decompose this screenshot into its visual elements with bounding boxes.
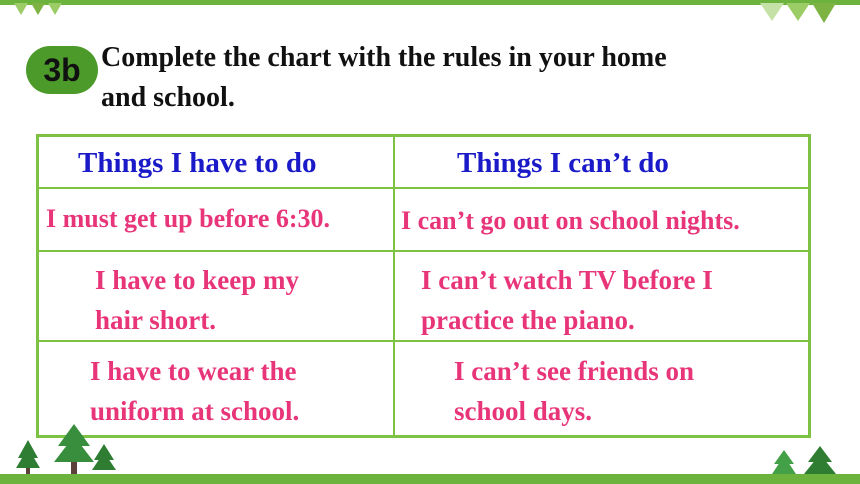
cell-line: I can’t go out on school nights. xyxy=(401,206,740,235)
row-divider xyxy=(39,187,808,189)
cell-line: hair short. xyxy=(95,305,217,335)
cell-cant-row-2 xyxy=(421,260,713,340)
instruction-text xyxy=(101,38,801,118)
cell-line: I must get up before 6:30. xyxy=(46,204,331,233)
cell-line: practice the piano. xyxy=(421,305,635,335)
instruction-line-1: Complete the chart with the rules in your home xyxy=(101,42,667,73)
cell-have-to-row-1 xyxy=(46,199,330,239)
row-divider xyxy=(39,340,808,342)
top-border xyxy=(0,0,860,5)
cell-line: I have to wear the xyxy=(90,356,297,386)
header-have-to-do: Things I have to do xyxy=(78,147,317,179)
bottom-border xyxy=(0,474,860,484)
exercise-badge xyxy=(26,46,98,94)
pine-tree-icon xyxy=(16,424,116,476)
badge-label: 3b xyxy=(43,51,81,88)
cell-have-to-row-2 xyxy=(95,260,299,340)
cell-line: uniform at school. xyxy=(90,396,300,426)
cell-cant-row-1 xyxy=(401,201,740,241)
cell-have-to-row-3 xyxy=(90,351,299,431)
cell-line: school days. xyxy=(454,396,593,426)
triangle-bunting-icon xyxy=(760,3,840,25)
cell-line: I have to keep my xyxy=(95,265,299,295)
pine-tree-icon xyxy=(770,446,840,476)
rules-chart xyxy=(36,134,811,438)
cell-line: I can’t see friends on xyxy=(454,356,694,386)
cell-cant-row-3 xyxy=(454,351,694,431)
header-cant-do: Things I can’t do xyxy=(457,147,669,179)
cell-line: I can’t watch TV before I xyxy=(421,265,713,295)
row-divider xyxy=(39,250,808,252)
triangle-bunting-icon xyxy=(14,3,64,19)
column-divider xyxy=(393,137,395,435)
instruction-line-2: and school. xyxy=(101,82,235,113)
